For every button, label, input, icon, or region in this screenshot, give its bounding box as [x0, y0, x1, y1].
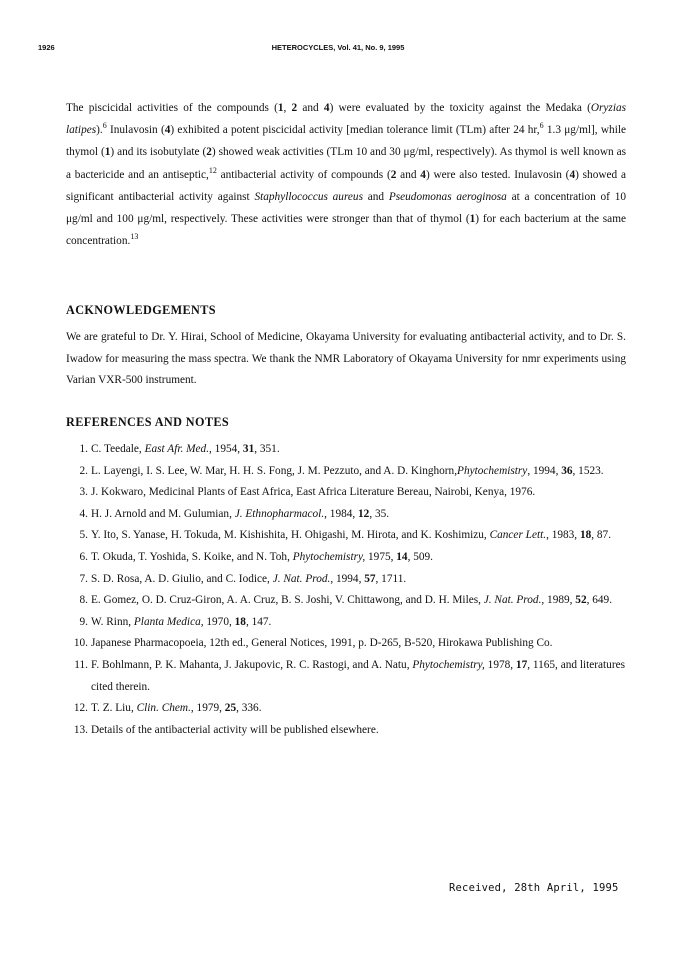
volume-number: 18 — [234, 615, 246, 628]
citation-superscript: 6 — [102, 121, 107, 131]
reference-item — [72, 547, 627, 569]
text-run: at a concentration of 10 μg/ml and 100 μg/ml, respectively. These activities were stronger than that of thymol ( — [66, 190, 626, 226]
journal-name: Planta Medica, — [133, 615, 204, 628]
reference-run: W. Rinn, — [91, 615, 134, 628]
reference-run: , 1994, — [330, 572, 365, 585]
acknowledgements-text: We are grateful to Dr. Y. Hirai, School of Medicine, Okayama University for evaluating antibacterial activity, and to Dr. S. Iwadow for measuring the mass spectra. We thank the NMR Laboratory of Okayama University for nmr experiments using Varian VXR-500 instrument. — [66, 331, 626, 386]
reference-item — [72, 569, 627, 591]
text-run: Inulavosin ( — [106, 124, 165, 137]
volume-number: 36 — [561, 464, 573, 477]
compound-number: 1 — [469, 213, 476, 226]
text-run: , — [283, 102, 292, 114]
compound-number: 4 — [569, 168, 576, 181]
reference-number: 6. — [79, 550, 88, 563]
reference-text — [91, 573, 406, 585]
text-run: ) exhibited a potent piscicidal activity [median tolerance limit (TLm) after 24 hr, — [170, 124, 540, 137]
text-run: ) and its isobutylate ( — [110, 146, 207, 159]
journal-name: East Afr. Med. — [144, 443, 210, 455]
reference-text — [91, 659, 625, 693]
reference-number: 8. — [79, 594, 88, 607]
volume-number: 31 — [242, 443, 255, 455]
volume-number: 57 — [364, 572, 376, 585]
reference-number: 2. — [79, 464, 88, 477]
reference-run: , 147. — [245, 615, 272, 628]
compound-number: 2 — [390, 168, 397, 181]
reference-text — [91, 594, 612, 606]
reference-run: , 1165, and literatures cited therein. — [91, 658, 625, 693]
reference-number: 11. — [74, 658, 88, 671]
reference-run: T. Z. Liu, — [91, 702, 137, 715]
reference-text — [91, 551, 433, 563]
reference-run: J. Kokwaro, Medicinal Plants of East Africa, East Africa Literature Bereau, Nairobi, Kenya, 1976. — [91, 486, 536, 499]
reference-run: S. D. Rosa, A. D. Giulio, and C. Iodice, — [91, 572, 273, 585]
volume-number: 14 — [396, 550, 408, 563]
volume-number: 12 — [358, 507, 370, 520]
text-run: ) showed weak activities (TLm 10 and 30 μg/ml, respectively). As thymol is well known as a bactericide and an antiseptic, — [66, 146, 626, 181]
text-run: ) were also tested. Inulavosin ( — [425, 168, 570, 181]
journal-name: Phytochemistry, — [292, 550, 366, 563]
reference-run: , 1994, — [527, 464, 562, 477]
results-paragraph — [66, 97, 626, 252]
reference-run: , 1711. — [375, 572, 407, 585]
reference-run: Y. Ito, S. Yanase, H. Tokuda, M. Kishishita, H. Ohigashi, M. Hirota, and K. Koshimizu, — [91, 529, 490, 542]
reference-number: 9. — [79, 615, 88, 628]
reference-run: H. J. Arnold and M. Gulumian, — [91, 507, 235, 520]
reference-number: 10. — [73, 637, 88, 650]
text-run: ) were evaluated by the toxicity against the Medaka ( — [329, 102, 591, 114]
reference-item — [72, 461, 627, 483]
compound-number: 4 — [164, 124, 171, 137]
reference-text — [91, 616, 271, 628]
compound-number: 1 — [277, 102, 284, 114]
reference-item — [72, 720, 627, 742]
volume-number: 18 — [579, 529, 592, 542]
reference-text — [91, 724, 379, 736]
received-date: Received, 28th April, 1995 — [449, 882, 619, 894]
reference-item — [72, 590, 627, 612]
references-heading: REFERENCES AND NOTES — [66, 415, 230, 429]
reference-number: 12. — [73, 702, 88, 715]
reference-run: , 1523. — [572, 464, 604, 477]
reference-number: 5. — [79, 529, 88, 542]
reference-run: , 87. — [591, 529, 612, 542]
bacterium-name: Pseudomonas aeroginosa — [388, 190, 507, 203]
compound-number: 2 — [291, 102, 298, 114]
reference-run: T. Okuda, T. Yoshida, S. Koike, and N. Toh, — [91, 550, 293, 563]
journal-name: Clin. Chem. — [136, 702, 191, 715]
volume-number: 17 — [515, 658, 528, 671]
reference-run: E. Gomez, O. D. Cruz-Giron, A. A. Cruz, B. S. Joshi, V. Chittawong, and D. H. Miles, — [91, 594, 484, 607]
reference-text — [91, 702, 262, 714]
journal-name: J. Nat. Prod. — [272, 572, 331, 585]
text-run: and — [362, 190, 389, 203]
reference-run: , 1989, — [541, 594, 576, 607]
reference-run: 1975, — [365, 550, 397, 563]
reference-run: , 1979, — [190, 702, 225, 715]
text-run: ). — [96, 124, 103, 137]
reference-item — [72, 482, 627, 504]
species-name: Oryzias latipes — [66, 102, 627, 137]
reference-run: C. Teedale, — [91, 443, 145, 455]
reference-text — [91, 508, 389, 520]
reference-run: 1978, — [484, 658, 516, 671]
page-number: 1926 — [38, 43, 55, 52]
reference-item — [72, 698, 627, 720]
volume-number: 52 — [575, 594, 587, 607]
reference-run: , 1984, — [324, 507, 359, 520]
citation-superscript: 13 — [130, 232, 139, 242]
acknowledgements-heading: ACKNOWLEDGEMENTS — [66, 303, 216, 317]
reference-run: , 336. — [236, 702, 262, 715]
reference-run: Details of the antibacterial activity will be published elsewhere. — [91, 723, 379, 736]
text-run: antibacterial activity of compounds ( — [216, 168, 391, 181]
reference-item — [72, 504, 627, 526]
journal-name: Phytochemistry, — [412, 658, 485, 671]
reference-run: , 35. — [369, 507, 390, 520]
reference-item — [72, 612, 627, 634]
reference-run: , 1983, — [546, 529, 580, 542]
text-run: and — [297, 102, 324, 114]
reference-number: 3. — [79, 486, 88, 499]
reference-item — [72, 439, 627, 461]
journal-name: J. Ethnopharmacol. — [234, 507, 325, 520]
reference-text — [91, 486, 535, 498]
text-run: ) for each bacterium at the same concentration. — [66, 213, 626, 248]
journal-name: Phytochemistry — [457, 464, 528, 477]
reference-text — [91, 637, 553, 649]
reference-run: , 1954, — [209, 443, 243, 455]
reference-run: Japanese Pharmacopoeia, 12th ed., General Notices, 1991, p. D-265, B-520, Hirokawa Publishing Co. — [91, 637, 553, 650]
references-list — [72, 439, 627, 741]
reference-run: F. Bohlmann, P. K. Mahanta, J. Jakupovic, R. C. Rastogi, and A. Natu, — [91, 658, 413, 671]
compound-number: 1 — [104, 146, 111, 159]
reference-text — [91, 443, 280, 455]
citation-superscript: 6 — [539, 121, 544, 131]
reference-run: , 649. — [586, 594, 613, 607]
bacterium-name: Staphyllococcus aureus — [254, 190, 363, 203]
reference-number: 7. — [79, 572, 88, 585]
reference-number: 13. — [73, 723, 88, 736]
text-run: ) showed a significant antibacterial activity against — [66, 168, 626, 203]
text-run: 1.3 μg/ml], while thymol ( — [66, 124, 626, 159]
reference-number: 4. — [79, 507, 88, 520]
compound-number: 4 — [323, 102, 330, 114]
journal-header: HETEROCYCLES, Vol. 41, No. 9, 1995 — [271, 43, 405, 52]
reference-text — [91, 529, 611, 541]
reference-run: , 509. — [407, 550, 433, 563]
reference-run: , 351. — [254, 443, 280, 455]
reference-text — [91, 465, 604, 477]
volume-number: 25 — [224, 702, 237, 715]
reference-item — [72, 655, 627, 698]
reference-run: 1970, — [203, 615, 235, 628]
reference-number: 1. — [79, 443, 88, 455]
citation-superscript: 12 — [208, 165, 217, 175]
journal-name: J. Nat. Prod. — [483, 594, 542, 607]
compound-number: 4 — [420, 168, 426, 181]
reference-item — [72, 525, 627, 547]
compound-number: 2 — [206, 146, 212, 159]
text-run: The piscicidal activities of the compounds ( — [66, 102, 278, 114]
reference-run: L. Layengi, I. S. Lee, W. Mar, H. H. S. Fong, J. M. Pezzuto, and A. D. Kinghorn, — [91, 464, 458, 477]
text-run: and — [396, 168, 421, 181]
reference-item — [72, 633, 627, 655]
journal-name: Cancer Lett. — [489, 529, 547, 542]
